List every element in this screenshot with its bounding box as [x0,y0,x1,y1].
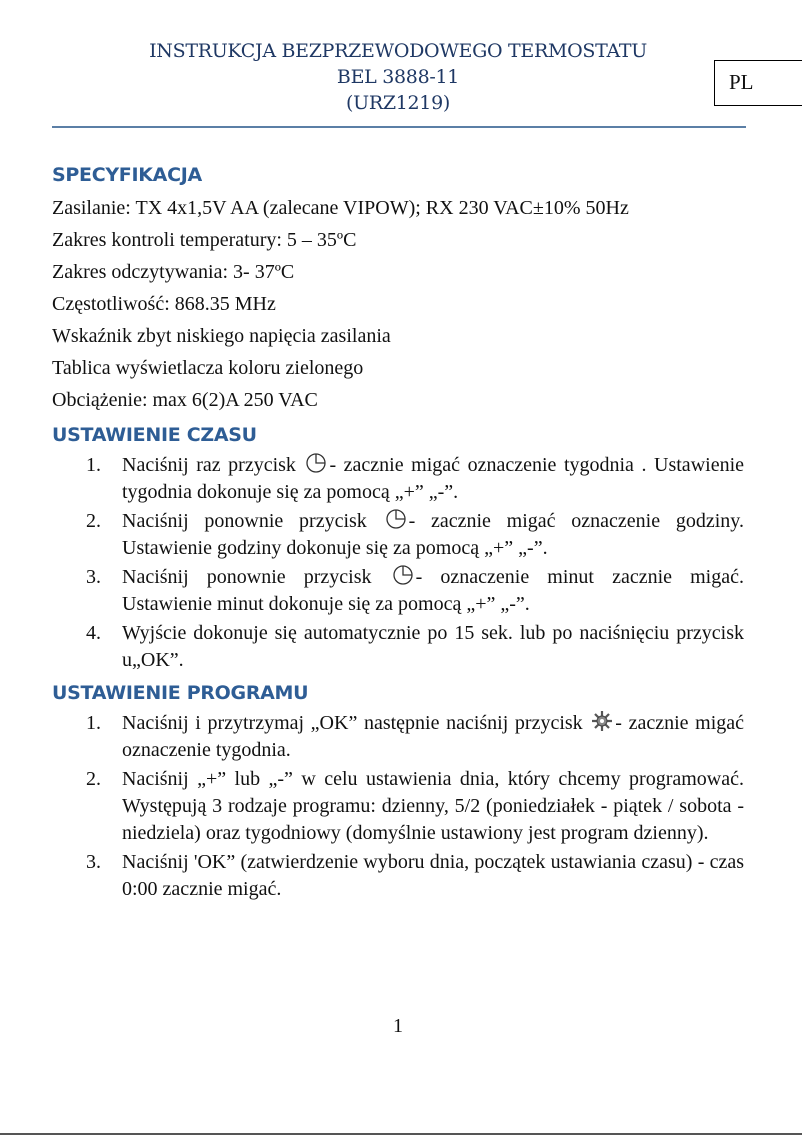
item-text: Wyjście dokonuje się automatycznie po 15 sek. lub po naciśnięciu przycisk u„OK”. [122,622,744,671]
page-edge-line [0,1133,802,1135]
item-text: Naciśnij raz przycisk [122,454,296,476]
program-steps [52,710,744,903]
list-item [52,508,744,562]
item-text: Naciśnij 'OK” (zatwierdzenie wyboru dnia, początek ustawiania czasu) - czas 0:00 zacznie migać. [122,851,744,900]
clock-icon [392,564,414,586]
spec-line: Zakres odczytywania: 3- 37ºC [52,261,295,283]
spec-line: Tablica wyświetlacza koloru zielonego [52,357,364,379]
clock-icon [385,508,407,530]
section-heading-specification: SPECYFIKACJA [52,164,202,186]
item-text: - zacznie migać oznaczenie godziny. Ustawienie godziny dokonuje się za pomocą „+” „-”. [122,510,745,559]
item-text: Naciśnij i przytrzymaj „OK” następnie naciśnij przycisk [122,712,583,734]
section-heading-program: USTAWIENIE PROGRAMU [52,682,309,704]
item-text: Naciśnij ponownie przycisk [122,510,367,532]
item-text: - zacznie migać oznaczenie tygodnia. [122,712,745,761]
item-text: Naciśnij ponownie przycisk [122,566,372,588]
item-text: - zacznie migać oznaczenie tygodnia . Ustawienie tygodnia dokonuje się za pomocą „+” „-”. [122,454,744,503]
page-number: 1 [393,1015,403,1037]
spec-line: Obciążenie: max 6(2)A 250 VAC [52,389,318,411]
time-steps [52,452,744,674]
list-item [52,620,744,674]
spec-line: Zakres kontroli temperatury: 5 – 35ºC [52,229,357,251]
spec-line: Wskaźnik zbyt niskiego napięcia zasilania [52,325,391,347]
item-number: 1. [86,712,101,734]
item-number: 3. [86,851,101,873]
item-text: Naciśnij „+” lub „-” w celu ustawienia dnia, który chcemy programować. Występują 3 rodzaje programu: dzienny, 5/2 (poniedziałek - piątek / sobota - niedziela) oraz tygodniowy (domyślnie ustawiony jest program dzienny). [122,768,744,844]
clock-icon [305,452,327,474]
spec-line: Częstotliwość: 868.35 MHz [52,293,276,315]
section-heading-time: USTAWIENIE CZASU [52,424,257,446]
spec-list [52,192,744,416]
code-line: (URZ1219) [346,92,450,114]
header-divider [52,126,746,128]
language-badge: PL [714,60,802,106]
list-item [52,564,744,618]
item-text: - oznaczenie minut zacznie migać. Ustawienie minut dokonuje się za pomocą „+” „-”. [122,566,744,615]
list-item [52,849,744,903]
list-item [52,766,744,847]
title-line: INSTRUKCJA BEZPRZEWODOWEGO TERMOSTATU [149,40,647,62]
item-number: 2. [86,768,101,790]
item-number: 4. [86,622,101,644]
document-body [52,158,744,905]
item-number: 1. [86,454,101,476]
spec-line: Zasilanie: TX 4x1,5V AA (zalecane VIPOW); RX 230 VAC±10% 50Hz [52,197,629,219]
list-item [52,710,744,764]
model-line: BEL 3888-11 [336,66,460,88]
document-title [0,38,796,116]
item-number: 2. [86,510,101,532]
sun-gear-icon [591,710,613,732]
list-item [52,452,744,506]
item-number: 3. [86,566,101,588]
